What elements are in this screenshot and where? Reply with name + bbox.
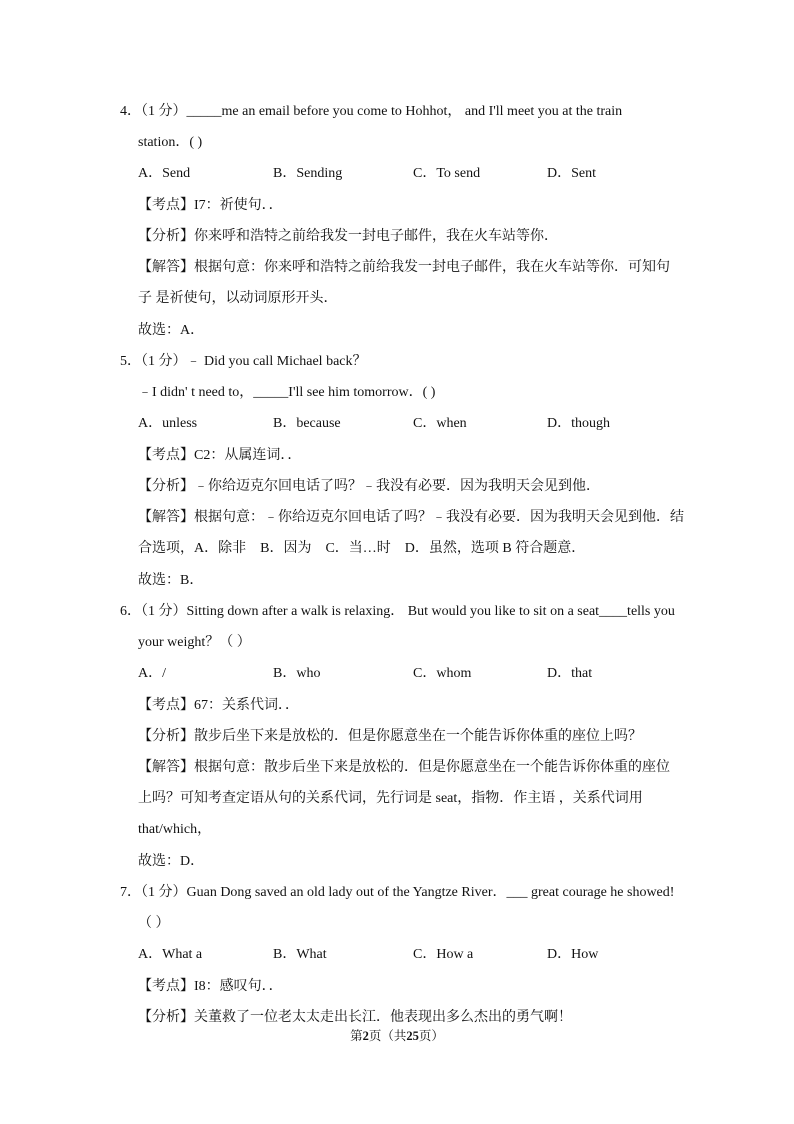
question-5-option-a: A．unless [138,416,198,431]
question-4-option-d: D．Sent [547,166,596,181]
question-4-option-b: B．Sending [273,166,343,181]
question-4-stem: 4．（1 分）_____me an email before you come to Hohhot， and I'll meet you at the train [120,104,623,119]
question-7-fenxi: 【分析】关董救了一位老太太走出长江．他表现出多么杰出的勇气啊！ [138,1010,572,1025]
question-4-jieda: 【解答】根据句意：你来呼和浩特之前给我发一封电子邮件，我在火车站等你．可知句 [138,260,670,275]
question-7-option-c: C．How a [413,947,474,962]
question-6-answer: 故选：D． [138,854,205,869]
question-4-kaodian: 【考点】I7：祈使句．． [138,198,283,213]
question-4-option-a: A．Send [138,166,191,181]
footer-suffix: 页） [418,1029,444,1043]
footer-total-pages: 25 [406,1029,419,1043]
question-4-option-c: C．To send [413,166,481,181]
question-5-fenxi: 【分析】﹣你给迈克尔回电话了吗？﹣我没有必要．因为我明天会见到他． [138,479,600,494]
question-6-jieda-cont2: that/which， [138,822,212,837]
question-4-answer: 故选：A． [138,323,205,338]
question-5-jieda: 【解答】根据句意：﹣你给迈克尔回电话了吗？﹣我没有必要．因为我明天会见到他．结 [138,510,684,525]
question-7-kaodian: 【考点】I8：感叹句．． [138,979,283,994]
question-7-option-a: A．What a [138,947,203,962]
question-5-option-d: D．though [547,416,610,431]
question-5-option-b: B．because [273,416,341,431]
question-7-option-d: D．How [547,947,599,962]
question-6-jieda: 【解答】根据句意：散步后坐下来是放松的．但是你愿意坐在一个能告诉你体重的座位 [138,760,670,775]
question-6-option-d: D．that [547,666,593,681]
question-6-kaodian: 【考点】67：关系代词．． [138,698,299,713]
question-7-stem-cont: （ ） [138,916,170,931]
question-4-fenxi: 【分析】你来呼和浩特之前给我发一封电子邮件，我在火车站等你． [138,229,558,244]
question-5-answer: 故选：B． [138,573,204,588]
question-6-stem: 6．（1 分）Sitting down after a walk is relaxing． But would you like to sit on a seat____tells you [120,604,675,619]
question-5-stem: 5．（1 分）﹣ Did you call Michael back？ [120,354,367,369]
question-4-jieda-cont: 子 是祈使句，以动词原形开头． [138,291,338,306]
question-5-jieda-cont: 合选项，A．除非 B．因为 C．当…时 D．虽然，选项 B 符合题意． [138,541,586,556]
question-5-stem-cont: ﹣I didn' t need to，_____I'll see him tomorrow．( ) [138,385,436,400]
footer-prefix: 第 [350,1029,363,1043]
question-6-option-c: C．whom [413,666,472,681]
footer-mid: 页（共 [368,1029,407,1043]
question-5-option-c: C．when [413,416,467,431]
question-7-option-b: B．What [273,947,327,962]
question-6-jieda-cont: 上吗？可知考查定语从句的关系代词，先行词是 seat，指物．作主语 ，关系代词用 [138,791,643,806]
question-7-stem: 7．（1 分）Guan Dong saved an old lady out of the Yangtze River．___ great courage he showed! [120,885,675,900]
question-6-fenxi: 【分析】散步后坐下来是放松的．但是你愿意坐在一个能告诉你体重的座位上吗？ [138,729,642,744]
question-6-option-b: B．who [273,666,321,681]
question-6-option-a: A．/ [138,666,166,681]
question-4-stem-cont: station．( ) [138,135,203,150]
footer-page-number: 2 [362,1029,369,1043]
question-6-stem-cont: your weight？（ ） [138,635,251,650]
page-footer [0,1027,794,1045]
question-5-kaodian: 【考点】C2：从属连词．． [138,448,302,463]
